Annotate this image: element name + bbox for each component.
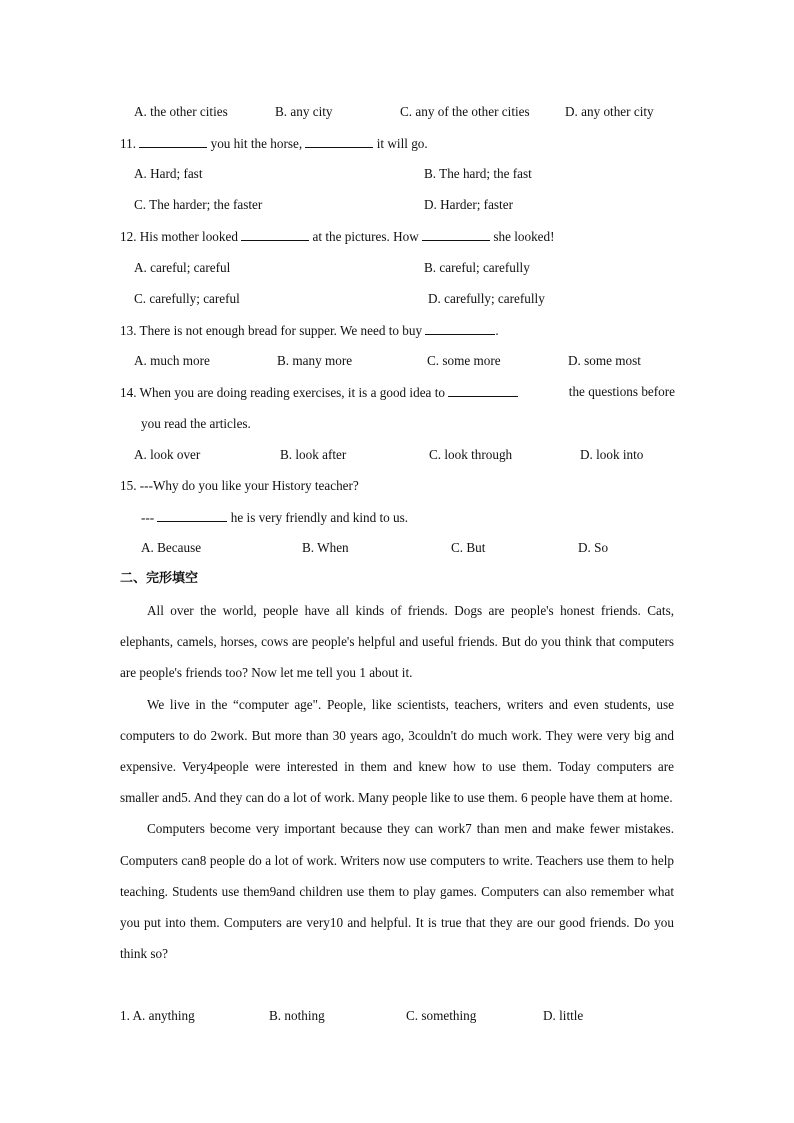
q15-text: he is very friendly and kind to us. — [230, 510, 409, 525]
q11-option-d: D. Harder; faster — [424, 197, 513, 212]
q11-option-a: A. Hard; fast — [134, 166, 203, 181]
q11-stem — [120, 135, 428, 152]
q15-option-c: C. But — [451, 540, 486, 555]
passage-paragraph-1: All over the world, people have all kinds of friends. Dogs are people's honest friends. Cats, elephants, camels, horses, cows are people's helpful and useful friends. But do you think that computers are people's friends too? Now let me tell you 1 about it. — [120, 603, 674, 681]
q12-stem — [120, 228, 555, 245]
q14-option-c: C. look through — [429, 447, 513, 462]
q12-option-c: C. carefully; careful — [134, 291, 240, 306]
q11-option-c: C. The harder; the faster — [134, 197, 263, 212]
q13-option-b: B. many more — [277, 353, 353, 368]
q12-text-1: at the pictures. How — [312, 229, 419, 244]
q12-blank-2 — [422, 228, 490, 241]
q1-number: 1. — [120, 1008, 130, 1023]
q11-option-b: B. The hard; the fast — [424, 166, 532, 181]
q13-text: 13. There is not enough bread for supper. We need to buy — [120, 323, 423, 338]
q15-stem-line-1: 15. ---Why do you like your History teacher? — [120, 478, 359, 493]
q1-option-b: B. nothing — [269, 1008, 325, 1023]
q13-option-d: D. some most — [568, 353, 641, 368]
q14-stem — [120, 384, 675, 401]
q1-option-d: D. little — [543, 1008, 584, 1023]
q15-stem-line-2 — [141, 509, 408, 526]
cloze-passage — [120, 595, 674, 969]
q14-blank — [448, 384, 518, 397]
q14-stem-line-2: you read the articles. — [141, 416, 251, 431]
q15-option-a: A. Because — [141, 540, 202, 555]
q13-blank — [425, 322, 495, 335]
q11-text-2: it will go. — [376, 136, 428, 151]
q14-option-d: D. look into — [580, 447, 644, 462]
q15-option-b: B. When — [302, 540, 349, 555]
q15-blank — [157, 509, 227, 522]
q12-text-0: 12. His mother looked — [120, 229, 238, 244]
q15-option-d: D. So — [578, 540, 609, 555]
q11-text-1: you hit the horse, — [210, 136, 303, 151]
q1-option-c: C. something — [406, 1008, 477, 1023]
passage-paragraph-3: Computers become very important because they can work7 than men and make fewer mistakes. Computers can8 people do a lot of work. Writers now use computers to write. Teachers use them to help teaching. Students use them9and children use them to play games. Computers can also remember what you put into them. Computers are very10 and helpful. It is true that they are our good friends. Do you think so? — [120, 821, 674, 962]
q10-option-c: C. any of the other cities — [400, 104, 530, 119]
q12-option-a: A. careful; careful — [134, 260, 231, 275]
section-heading: 二、完形填空 — [120, 571, 199, 586]
q14-end: the questions before — [568, 384, 675, 399]
q15-prefix: --- — [141, 510, 155, 525]
q10-option-a: A. the other cities — [134, 104, 228, 119]
q14-option-b: B. look after — [280, 447, 347, 462]
q11-blank-2 — [305, 135, 373, 148]
q13-stem — [120, 322, 499, 339]
q11-blank-1 — [139, 135, 207, 148]
q10-option-d: D. any other city — [565, 104, 654, 119]
q11-number: 11. — [120, 136, 136, 151]
q12-text-2: she looked! — [493, 229, 555, 244]
q10-option-b: B. any city — [275, 104, 333, 119]
passage-paragraph-2: We live in the “computer age". People, like scientists, teachers, writers and even students, use computers to do 2work. But more than 30 years ago, 3couldn't do much work. They were very big and expensive. Very4people were interested in them and knew how to use them. Today computers are smaller and5. And they can do a lot of work. Many people like to use them. 6 people have them at home. — [120, 696, 674, 806]
q14-text: 14. When you are doing reading exercises, it is a good idea to — [120, 385, 445, 400]
q13-option-c: C. some more — [427, 353, 501, 368]
q1-option-a — [120, 1008, 195, 1024]
q13-option-a: A. much more — [134, 353, 210, 368]
q14-option-a: A. look over — [134, 447, 201, 462]
q12-option-d: D. carefully; carefully — [428, 291, 545, 306]
q1-option-a-text: A. anything — [132, 1008, 195, 1023]
q13-end: . — [495, 323, 499, 338]
q12-option-b: B. careful; carefully — [424, 260, 530, 275]
q12-blank-1 — [241, 228, 309, 241]
